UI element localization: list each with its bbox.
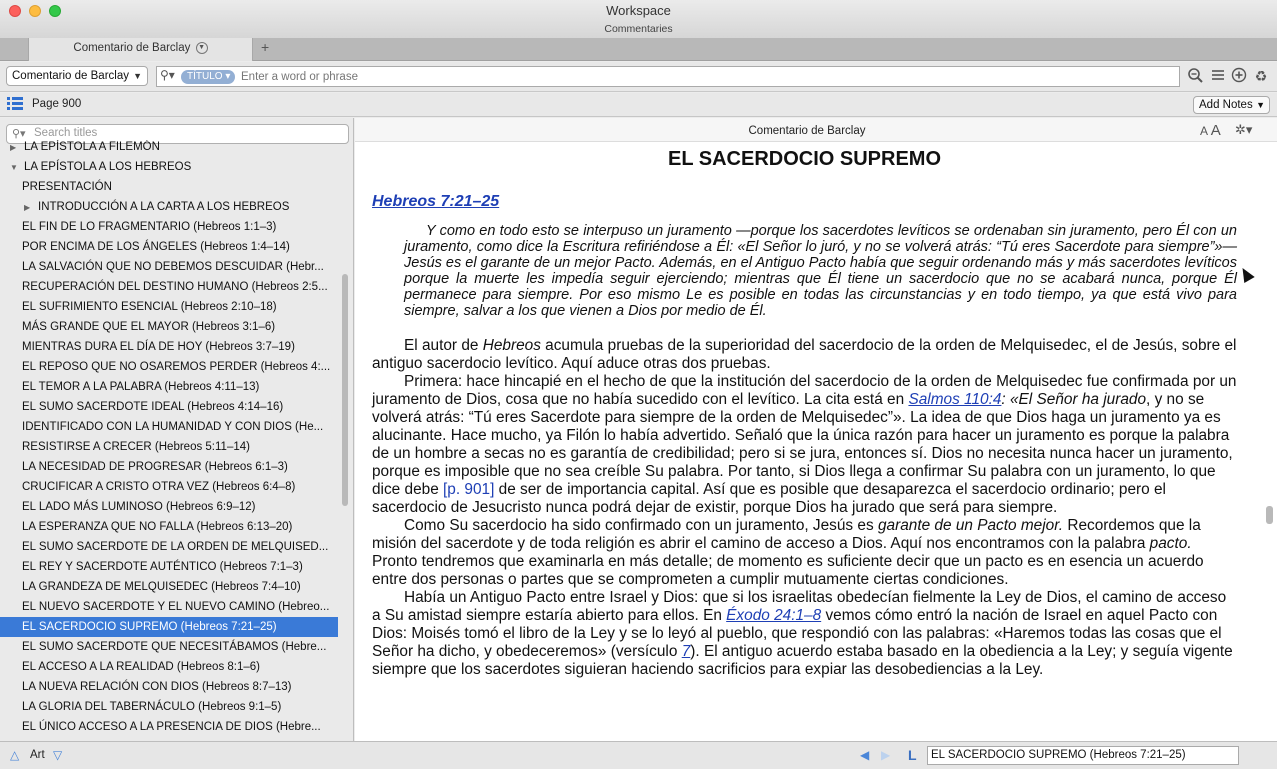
exodo-link[interactable]: Éxodo 24:1–8 bbox=[726, 607, 822, 624]
sidebar-toc-label: MIENTRAS DURA EL DÍA DE HOY (Hebreos 3:7–19) bbox=[22, 341, 295, 353]
sidebar-toc-item[interactable] bbox=[0, 557, 338, 577]
sidebar-toc-item[interactable] bbox=[0, 297, 338, 317]
resource-selector-label: Comentario de Barclay bbox=[12, 70, 129, 82]
chevron-down-icon: ▼ bbox=[1256, 100, 1265, 110]
sidebar-toc-label: EL SUMO SACERDOTE IDEAL (Hebreos 4:14–16) bbox=[22, 401, 284, 413]
sidebar-toc-item[interactable] bbox=[0, 477, 338, 497]
sidebar-toc-item[interactable] bbox=[0, 577, 338, 597]
sidebar-toc-label: EL ÚNICO ACCESO A LA PRESENCIA DE DIOS (Hebre... bbox=[22, 721, 321, 733]
search-scope-label: TÍTULO bbox=[187, 71, 223, 82]
list-lines-icon[interactable] bbox=[1209, 67, 1227, 85]
disclosure-right-icon[interactable]: ▶ bbox=[10, 143, 17, 152]
title-bar bbox=[0, 0, 1277, 38]
sidebar-toc-label: EL FIN DE LO FRAGMENTARIO (Hebreos 1:1–3) bbox=[22, 221, 277, 233]
sidebar-toc-label: EL ACCESO A LA REALIDAD (Hebreos 8:1–6) bbox=[22, 661, 260, 673]
article-body bbox=[372, 337, 1237, 679]
sidebar-toc-label: EL SACERDOCIO SUPREMO (Hebreos 7:21–25) bbox=[22, 621, 277, 633]
sidebar-toc-label: RESISTIRSE A CRECER (Hebreos 5:11–14) bbox=[22, 441, 250, 453]
search-box[interactable] bbox=[156, 66, 1180, 87]
tab-comentario-de-barclay[interactable] bbox=[28, 38, 253, 61]
sidebar-toc-label: LA GLORIA DEL TABERNÁCULO (Hebreos 9:1–5) bbox=[22, 701, 282, 713]
sidebar-toc-label: RECUPERACIÓN DEL DESTINO HUMANO (Hebreos 2:5... bbox=[22, 281, 328, 293]
sidebar-toc-item[interactable] bbox=[0, 437, 338, 457]
sidebar-toc-item[interactable] bbox=[0, 457, 338, 477]
sidebar-toc-item[interactable] bbox=[0, 157, 338, 177]
sidebar-toc-label: EL REPOSO QUE NO OSAREMOS PERDER (Hebreos 4:... bbox=[22, 361, 331, 373]
sidebar-toc-label: EL NUEVO SACERDOTE Y EL NUEVO CAMINO (Hebreo... bbox=[22, 601, 330, 613]
search-input[interactable] bbox=[241, 69, 1161, 85]
sidebar-toc-item[interactable] bbox=[0, 417, 338, 437]
back-arrow-icon[interactable]: ◀ bbox=[860, 748, 870, 762]
sidebar-toc-label: POR ENCIMA DE LOS ÁNGELES (Hebreos 1:4–14) bbox=[22, 241, 290, 253]
sidebar-toc-item[interactable] bbox=[0, 140, 338, 157]
scripture-reference-link[interactable]: Hebreos 7:21–25 bbox=[372, 193, 500, 210]
sidebar-toc-label: EL TEMOR A LA PALABRA (Hebreos 4:11–13) bbox=[22, 381, 260, 393]
zoom-icon[interactable] bbox=[1186, 67, 1204, 85]
sidebar-toc-label: LA SALVACIÓN QUE NO DEBEMOS DESCUIDAR (Hebr... bbox=[22, 261, 324, 273]
sidebar-toc-label: EL SUMO SACERDOTE DE LA ORDEN DE MELQUISED... bbox=[22, 541, 329, 553]
sidebar-toc-label: EL REY Y SACERDOTE AUTÉNTICO (Hebreos 7:1–3) bbox=[22, 561, 303, 573]
gear-icon[interactable]: ✲▾ bbox=[1235, 122, 1253, 137]
sidebar-toc-item[interactable] bbox=[0, 397, 338, 417]
sidebar-toc-label: LA EPÍSTOLA A LOS HEBREOS bbox=[24, 161, 192, 173]
sidebar-toc-item[interactable] bbox=[0, 277, 338, 297]
sidebar-toc-label: EL SUMO SACERDOTE QUE NECESITÁBAMOS (Hebre... bbox=[22, 641, 327, 653]
paragraph-4: Había un Antiguo Pacto entre Israel y Dios: que si los israelitas obedecían fielmente la Ley de Dios, el camino de acceso a Su amistad siempre estaría abierto para ellos. En Éxodo 24:1–8 vemos cómo entró la nación de Israel en aquel Pacto con Dios: Moisés tomó el libro de la Ley y se lo leyó al pueblo, que respondió con las palabras: «Haremos todas las cosas que el Señor ha dicho, y obedeceremos» (versículo 7). El antiguo acuerdo estaba basado en la obediencia a la Ley; y seguía vigente siempre que los sacerdotes siguieran haciendo sacrificios para expiar las desobediencias a la Ley. bbox=[372, 589, 1233, 678]
reader-pane bbox=[355, 118, 1277, 741]
paragraph-1: El autor de Hebreos acumula pruebas de la superioridad del sacerdocio de la orden de Melquisedec, el de Jesús, sobre el antiguo sacerdocio levítico. Aquí aduce otras dos pruebas. bbox=[372, 337, 1237, 372]
sidebar-toc-label: LA NECESIDAD DE PROGRESAR (Hebreos 6:1–3) bbox=[22, 461, 288, 473]
sidebar-toc-item[interactable] bbox=[0, 377, 338, 397]
sidebar-toc-label: LA NUEVA RELACIÓN CON DIOS (Hebreos 8:7–13) bbox=[22, 681, 292, 693]
sidebar-toc-item[interactable] bbox=[0, 337, 338, 357]
article-heading: EL SACERDOCIO SUPREMO bbox=[668, 148, 941, 170]
location-link-icon[interactable]: L bbox=[908, 747, 917, 763]
sidebar-toc-item[interactable] bbox=[0, 597, 338, 617]
search-icon[interactable]: ⚲▾ bbox=[160, 68, 175, 82]
sidebar bbox=[0, 118, 354, 741]
disclosure-down-icon[interactable]: ▼ bbox=[10, 163, 18, 172]
tab-menu-chevron-icon[interactable]: ▼ bbox=[196, 42, 208, 54]
status-bar bbox=[0, 741, 1277, 769]
sidebar-toc-item[interactable] bbox=[0, 177, 338, 197]
art-label: Art bbox=[30, 749, 45, 761]
page-marker[interactable]: [p. 901] bbox=[443, 481, 495, 498]
sidebar-toc-label: PRESENTACIÓN bbox=[22, 181, 112, 193]
tab-label: Comentario de Barclay bbox=[73, 42, 191, 54]
triangle-down-icon[interactable]: ▽ bbox=[53, 748, 63, 762]
article bbox=[372, 148, 1237, 679]
search-icon: ⚲▾ bbox=[12, 128, 26, 140]
chevron-down-icon: ▼ bbox=[133, 71, 142, 81]
sidebar-toc-item[interactable] bbox=[0, 317, 338, 337]
add-notes-label: Add Notes bbox=[1199, 99, 1253, 111]
sidebar-toc-label: CRUCIFICAR A CRISTO OTRA VEZ (Hebreos 6:4–8) bbox=[22, 481, 296, 493]
disclosure-right-icon[interactable]: ▶ bbox=[24, 203, 31, 212]
add-notes-button[interactable] bbox=[1193, 96, 1270, 114]
verse-link[interactable]: 7 bbox=[681, 643, 691, 660]
recycle-icon[interactable]: ♻ bbox=[1254, 68, 1268, 84]
sidebar-toc-label: LA GRANDEZA DE MELQUISEDEC (Hebreos 7:4–10) bbox=[22, 581, 301, 593]
reader-resource-title: Comentario de Barclay bbox=[748, 125, 866, 137]
sidebar-scrollbar[interactable] bbox=[342, 274, 348, 506]
sidebar-toc-label: LA ESPERANZA QUE NO FALLA (Hebreos 6:13–20) bbox=[22, 521, 293, 533]
sidebar-toc-item[interactable] bbox=[0, 217, 338, 237]
titles-search-input[interactable] bbox=[34, 127, 334, 139]
table-of-contents-icon[interactable] bbox=[7, 97, 23, 111]
sidebar-toc-item[interactable] bbox=[0, 517, 338, 537]
triangle-up-icon[interactable]: △ bbox=[10, 748, 20, 762]
scripture-quote: Y como en todo esto se interpuso un juramento —porque los sacerdotes levíticos se ordenaban sin juramento, pero Él con un juramento, como dice la Escritura refiriéndose a Él: «El Señor lo juró, y no se volverá atrás: “Tú eres Sacerdote para siempre”»— Jesús es el garante de un mejor Pacto. Además, en el Antiguo Pacto había que seguir ordenando más y más sacerdotes levíticos porque la muerte les impedía seguir ejerciendo; mientras que Él tiene un sacerdocio que no se acabará nunca, porque Él permanece para siempre. Por eso mismo Le es posible en todas las circunstancias y en todo tiempo, ya que está vivo para siempre, salvar a los que vienen a Dios por medio de Él. bbox=[404, 223, 1237, 319]
sidebar-toc-item[interactable] bbox=[0, 617, 338, 637]
sidebar-toc-item[interactable] bbox=[0, 717, 338, 737]
sidebar-toc-item[interactable] bbox=[0, 357, 338, 377]
forward-arrow-icon[interactable]: ▶ bbox=[881, 748, 891, 762]
new-tab-button[interactable]: + bbox=[261, 39, 270, 55]
sidebar-toc-label: EL LADO MÁS LUMINOSO (Hebreos 6:9–12) bbox=[22, 501, 256, 513]
sidebar-toc-label: IDENTIFICADO CON LA HUMANIDAD Y CON DIOS (He... bbox=[22, 421, 324, 433]
paragraph-2: Primera: hace hincapié en el hecho de que la institución del sacerdocio de la orden de Melquisedec fue confirmada por un juramento de Dios, cosa que no había sucedido con el levítico. La cita está en Salmos 110:4: «El Señor ha jurado, y no se volverá atrás: “Tú eres Sacerdote para siempre de la orden de Melquisedec”». La idea de que Dios haga un juramento ya es alucinante. Hace mucho, ya Filón lo había advertido. Señaló que la única razón para hacer un juramento es porque la palabra de un hombre a secas no es garantía de credibilidad; pero si se jura, entonces sí. Dios no necesita nunca hacer un juramento, porque es imposible que no sea creíble Su palabra. Por tanto, si Dios llega a confirmar Su palabra con un juramento, lo que dice debe [p. 901] de ser de importancia capital. Así que es posible que desaparezca el sacerdocio ordinario; pero el sacerdocio de Jesucristo nunca podrá dejar de existir, porque Dios ha jurado que será para siempre. bbox=[372, 373, 1237, 516]
sidebar-toc-label: LA EPÍSTOLA A FILEMÓN bbox=[24, 141, 160, 153]
reader-header bbox=[355, 118, 1277, 142]
sidebar-toc-label: INTRODUCCIÓN A LA CARTA A LOS HEBREOS bbox=[38, 201, 290, 213]
font-size-icon[interactable]: A A bbox=[1200, 122, 1221, 139]
sidebar-toc-item[interactable] bbox=[0, 677, 338, 697]
reader-scrollbar[interactable] bbox=[1266, 506, 1273, 524]
sidebar-toc-item[interactable] bbox=[0, 197, 338, 217]
search-scope-token[interactable]: TÍTULO ▾ bbox=[181, 70, 235, 84]
location-field[interactable]: EL SACERDOCIO SUPREMO (Hebreos 7:21–25) bbox=[927, 746, 1239, 765]
sidebar-toc-item[interactable] bbox=[0, 257, 338, 277]
window-subtitle: Commentaries bbox=[604, 23, 673, 35]
salmos-link[interactable]: Salmos 110:4 bbox=[908, 391, 1002, 408]
sidebar-toc-label: MÁS GRANDE QUE EL MAYOR (Hebreos 3:1–6) bbox=[22, 321, 276, 333]
window-title: Workspace bbox=[606, 3, 671, 18]
table-of-contents bbox=[0, 140, 340, 741]
sidebar-toc-item[interactable] bbox=[0, 537, 338, 557]
resource-selector[interactable] bbox=[6, 66, 148, 86]
toolbar bbox=[0, 62, 1277, 92]
sidebar-toc-item[interactable] bbox=[0, 497, 338, 517]
paragraph-3: Como Su sacerdocio ha sido confirmado con un juramento, Jesús es garante de un Pacto mejor. Recordemos que la misión del sacerdote y de toda religión es abrir el camino de acceso a Dios. Aquí nos encontramos con la palabra pacto. Pronto tendremos que examinarla en más detalle; de momento es suficiente decir que un pacto es en esencia un acuerdo entre dos personas o partes que se comprometen a cumplir mutuamente ciertas condiciones. bbox=[372, 517, 1204, 588]
page-number: Page 900 bbox=[32, 98, 82, 110]
sidebar-toc-item[interactable] bbox=[0, 637, 338, 657]
sidebar-toc-item[interactable] bbox=[0, 697, 338, 717]
sidebar-toc-item[interactable] bbox=[0, 237, 338, 257]
page-bar bbox=[0, 93, 1277, 117]
tab-bar bbox=[0, 38, 1277, 61]
sidebar-toc-label: EL SUFRIMIENTO ESENCIAL (Hebreos 2:10–18) bbox=[22, 301, 277, 313]
add-circle-icon[interactable] bbox=[1230, 67, 1248, 85]
sidebar-toc-item[interactable] bbox=[0, 657, 338, 677]
